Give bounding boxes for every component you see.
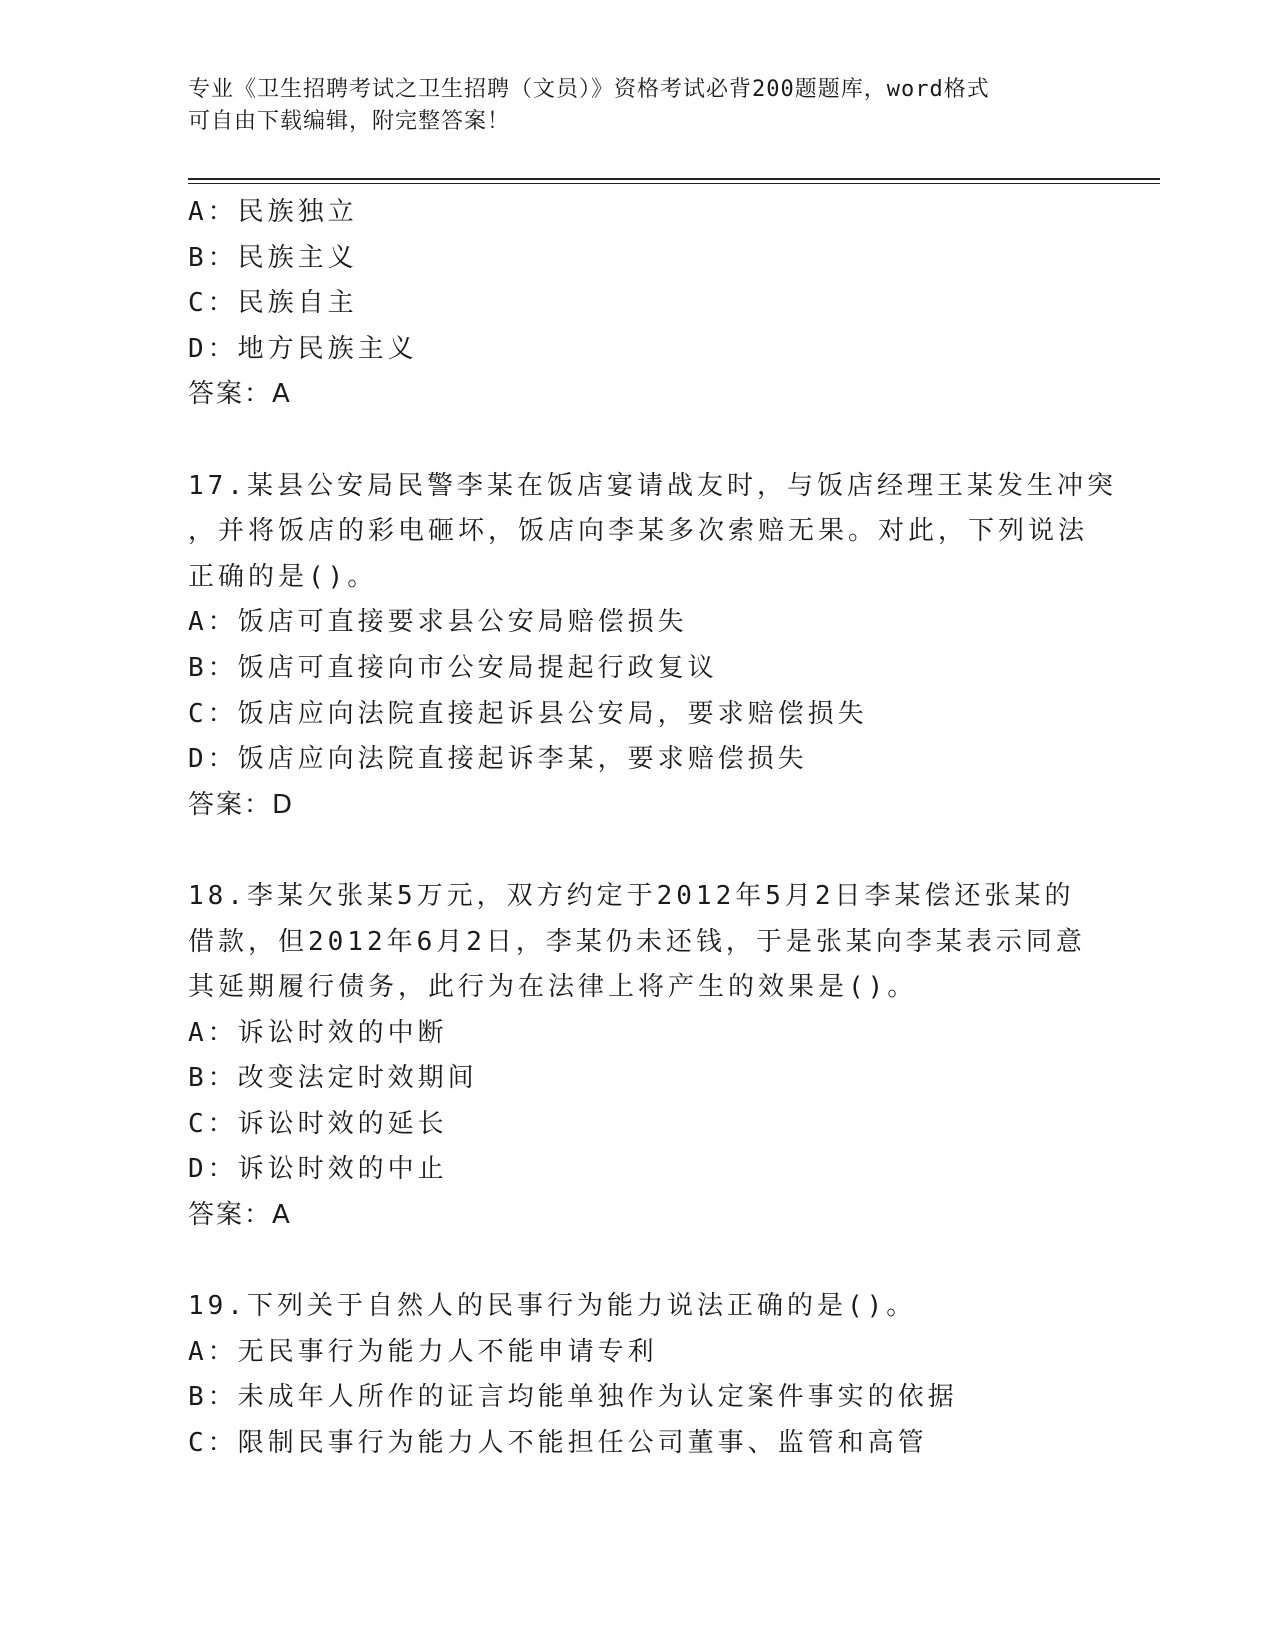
question-16-block	[188, 190, 1088, 418]
header-title-line-1: 专业《卫生招聘考试之卫生招聘（文员）》资格考试必背200题题库，word格式	[188, 77, 990, 102]
question-stem-line: ，并将饭店的彩电砸坏，饭店向李某多次索赔无果。对此，下列说法	[188, 516, 1089, 547]
spacer	[188, 828, 1088, 874]
option-d: D：诉讼时效的中止	[188, 1154, 448, 1185]
option-c: C：诉讼时效的延长	[188, 1108, 448, 1139]
question-stem-line: 17.某县公安局民警李某在饭店宴请战友时，与饭店经理王某发生冲突	[188, 470, 1117, 501]
header-divider-thick	[188, 178, 1160, 180]
question-stem-line: 借款，但2012年6月2日，李某仍未还钱，于是张某向李某表示同意	[188, 926, 1086, 957]
option-d: D：地方民族主义	[188, 333, 418, 364]
header-divider-thin	[188, 183, 1160, 184]
answer-line: 答案：D	[188, 789, 295, 820]
answer-line: 答案：A	[188, 379, 292, 410]
question-19-block	[188, 1284, 1088, 1466]
option-b: B：改变法定时效期间	[188, 1063, 478, 1094]
option-a: A：无民事行为能力人不能申请专利	[188, 1336, 658, 1367]
option-a: A：饭店可直接要求县公安局赔偿损失	[188, 607, 688, 638]
answer-line: 答案：A	[188, 1200, 292, 1231]
question-stem-line: 18.李某欠张某5万元，双方约定于2012年5月2日李某偿还张某的	[188, 880, 1075, 911]
option-a: A：民族独立	[188, 197, 358, 227]
option-b: B：未成年人所作的证言均能单独作为认定案件事实的依据	[188, 1382, 958, 1413]
document-header	[188, 74, 1088, 138]
spacer	[188, 1239, 1088, 1285]
question-stem-line: 19.下列关于自然人的民事行为能力说法正确的是()。	[188, 1291, 917, 1322]
question-18-block	[188, 874, 1088, 1239]
option-c: C：限制民事行为能力人不能担任公司董事、监管和高管	[188, 1428, 928, 1459]
question-17-block	[188, 464, 1117, 829]
question-list	[188, 190, 1117, 1467]
header-title-line-2: 可自由下载编辑，附完整答案！	[188, 109, 511, 134]
option-d: D：饭店应向法院直接起诉李某，要求赔偿损失	[188, 744, 808, 775]
question-stem-line: 其延期履行债务，此行为在法律上将产生的效果是()。	[188, 972, 918, 1003]
spacer	[188, 418, 1088, 464]
option-b: B：民族主义	[188, 242, 358, 273]
option-c: C：民族自主	[188, 288, 358, 319]
question-stem-line: 正确的是()。	[188, 561, 378, 592]
option-c: C：饭店应向法院直接起诉县公安局，要求赔偿损失	[188, 698, 868, 729]
option-a: A：诉讼时效的中断	[188, 1017, 448, 1048]
option-b: B：饭店可直接向市公安局提起行政复议	[188, 652, 718, 683]
